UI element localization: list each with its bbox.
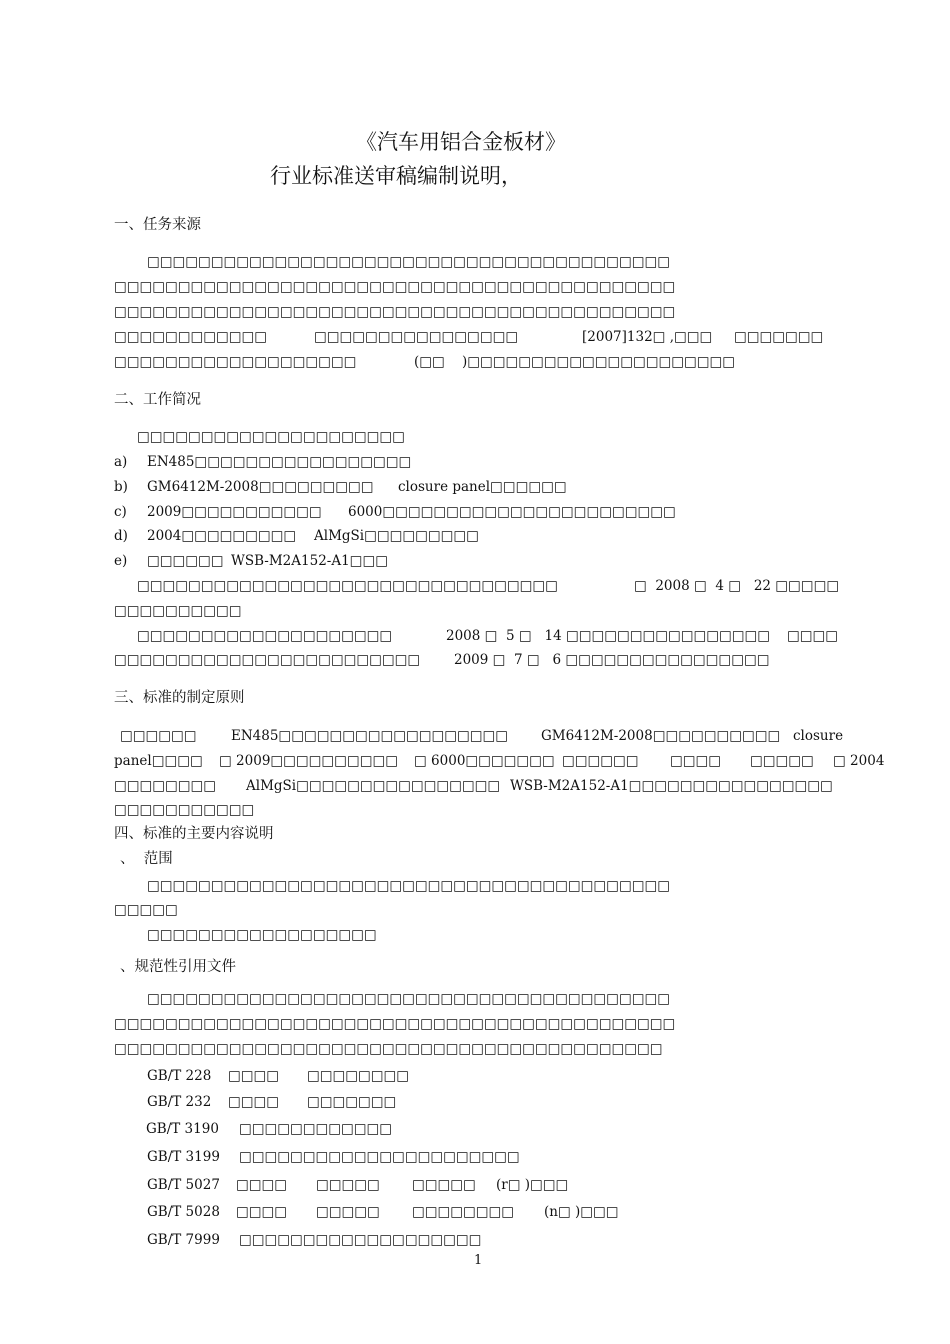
reference-code: GB/T 232	[147, 1094, 212, 1110]
reference-title: □□□□□□□	[307, 1094, 397, 1110]
section-3-line: closure	[793, 728, 844, 744]
references-line: □□□□□□□□□□□□□□□□□□□□□□□□□□□□□□□□□□□□□□□□□	[147, 991, 670, 1007]
list-item-text: GM6412M-2008□□□□□□□□□	[147, 479, 374, 495]
section-3-line: □ 2009□□□□□□□□□□	[219, 753, 398, 769]
list-item-text: □□□□□□	[147, 553, 224, 569]
reference-title: □□□□□□□□□□□□	[239, 1121, 393, 1137]
reference-title: □□□□	[228, 1068, 280, 1084]
document-title-line2: 行业标准送审稿编制说明，	[270, 164, 522, 188]
section-2-intro: □□□□□□□□□□□□□□□□□□□□□	[137, 429, 405, 445]
subsection-references-heading: 、规范性引用文件	[120, 959, 236, 975]
reference-title: □□□□□	[316, 1177, 380, 1193]
section-1-line: □□□□□□□□□□□□□□□□□□□□□□□□□□□□□□□□□□□□□□□□□	[147, 254, 670, 270]
section-3-line: □ 2004	[833, 753, 885, 769]
reference-title: □□□□	[236, 1204, 288, 1220]
reference-title: □□□□□	[412, 1177, 476, 1193]
section-2-paragraph: □□□□□□□□□□□□□□□□□□□□	[137, 628, 393, 644]
section-1-heading: 一、任务来源	[114, 217, 201, 233]
section-1-line: [2007]132□ ,□□□	[582, 329, 713, 345]
list-item-tail: WSB-M2A152-A1□□□	[231, 553, 388, 569]
list-item-text: 2009□□□□□□□□□□□	[147, 504, 322, 520]
section-3-line: □□□□	[670, 753, 722, 769]
reference-title: □□□□□□□□	[412, 1204, 515, 1220]
reference-title: □□□□□□□□	[307, 1068, 410, 1084]
reference-code: GB/T 5028	[147, 1204, 220, 1220]
section-1-line: □□□□□□□□□□□□	[114, 329, 268, 345]
list-marker: a)	[114, 454, 128, 470]
section-3-line: EN485□□□□□□□□□□□□□□□□□□	[231, 728, 509, 744]
reference-title: □□□□□□□□□□□□□□□□□□□	[239, 1232, 482, 1248]
list-item-text: 2004□□□□□□□□□	[147, 528, 297, 544]
reference-title: □□□□□□□□□□□□□□□□□□□□□□	[239, 1149, 520, 1165]
section-1-line: □□□□□□□□□□□□□□□□□□□□□□□□□□□□□□□□□□□□□□□□□□□□	[114, 279, 676, 295]
section-2-paragraph: □□□□□□□□□□□□□□□□□□□□□□□□□□□□□□□□□	[137, 578, 558, 594]
section-4-heading: 四、标准的主要内容说明	[114, 826, 274, 842]
list-item-tail: closure panel□□□□□□	[398, 479, 567, 495]
section-3-line: □□□□□□□□□□□	[114, 802, 255, 818]
section-3-line: AlMgSi□□□□□□□□□□□□□□□□	[246, 778, 501, 794]
section-3-line: □□□□□□□□	[114, 778, 217, 794]
section-3-line: □□□□□□	[120, 728, 197, 744]
scope-line: □□□□□□□□□□□□□□□□□□	[147, 927, 377, 943]
document-title-line1: 《汽车用铝合金板材》	[356, 130, 566, 154]
references-line: □□□□□□□□□□□□□□□□□□□□□□□□□□□□□□□□□□□□□□□□□□□	[114, 1041, 663, 1057]
reference-title: □□□□	[236, 1177, 288, 1193]
section-3-line: □□□□□□	[562, 753, 639, 769]
section-3-line: □ 6000□□□□□□□	[414, 753, 555, 769]
reference-title: (r□ )□□□	[496, 1177, 569, 1193]
section-2-paragraph: □□□□□□□□□□	[114, 603, 242, 619]
scope-line: □□□□□	[114, 902, 178, 918]
list-marker: c)	[114, 504, 127, 520]
section-2-paragraph: 2008 □ 5 □ 14 □□□□□□□□□□□□□□□□	[446, 628, 771, 644]
section-3-line: WSB-M2A152-A1□□□□□□□□□□□□□□□□	[510, 778, 833, 794]
reference-title: □□□□□	[316, 1204, 380, 1220]
list-item-tail: AlMgSi□□□□□□□□□	[314, 528, 479, 544]
scope-line: □□□□□□□□□□□□□□□□□□□□□□□□□□□□□□□□□□□□□□□□□	[147, 878, 670, 894]
reference-code: GB/T 3190	[146, 1121, 219, 1137]
list-marker: b)	[114, 479, 128, 495]
section-3-line: □□□□□	[750, 753, 814, 769]
list-marker: d)	[114, 528, 128, 544]
section-2-paragraph: □□□□	[787, 628, 839, 644]
reference-code: GB/T 228	[147, 1068, 212, 1084]
reference-code: GB/T 5027	[147, 1177, 220, 1193]
list-item-text: EN485□□□□□□□□□□□□□□□□□	[147, 454, 412, 470]
section-3-line: GM6412M-2008□□□□□□□□□□	[541, 728, 781, 744]
section-1-line: (□□ )□□□□□□□□□□□□□□□□□□□□□	[414, 354, 736, 370]
section-1-line: □□□□□□□	[734, 329, 824, 345]
section-1-line: □□□□□□□□□□□□□□□□	[314, 329, 519, 345]
section-2-paragraph: □ 2008 □ 4 □ 22 □□□□□	[634, 578, 840, 594]
section-2-heading: 二、工作简况	[114, 392, 201, 408]
section-1-line: □□□□□□□□□□□□□□□□□□□	[114, 354, 357, 370]
section-3-line: panel□□□□	[114, 753, 203, 769]
subsection-scope-heading: 、 范围	[120, 851, 173, 867]
section-2-paragraph: □□□□□□□□□□□□□□□□□□□□□□□□	[114, 652, 421, 668]
reference-title: □□□□	[228, 1094, 280, 1110]
section-1-line: □□□□□□□□□□□□□□□□□□□□□□□□□□□□□□□□□□□□□□□□□□□□	[114, 304, 676, 320]
reference-code: GB/T 3199	[147, 1149, 220, 1165]
references-line: □□□□□□□□□□□□□□□□□□□□□□□□□□□□□□□□□□□□□□□□□□□□	[114, 1016, 676, 1032]
list-item-tail: 6000□□□□□□□□□□□□□□□□□□□□□□□	[348, 504, 676, 520]
page-number: 1	[474, 1253, 483, 1268]
reference-code: GB/T 7999	[147, 1232, 220, 1248]
section-3-heading: 三、标准的制定原则	[114, 690, 245, 706]
list-marker: e)	[114, 553, 128, 569]
reference-title: (n□ )□□□	[544, 1204, 619, 1220]
section-2-paragraph: 2009 □ 7 □ 6 □□□□□□□□□□□□□□□□	[454, 652, 770, 668]
